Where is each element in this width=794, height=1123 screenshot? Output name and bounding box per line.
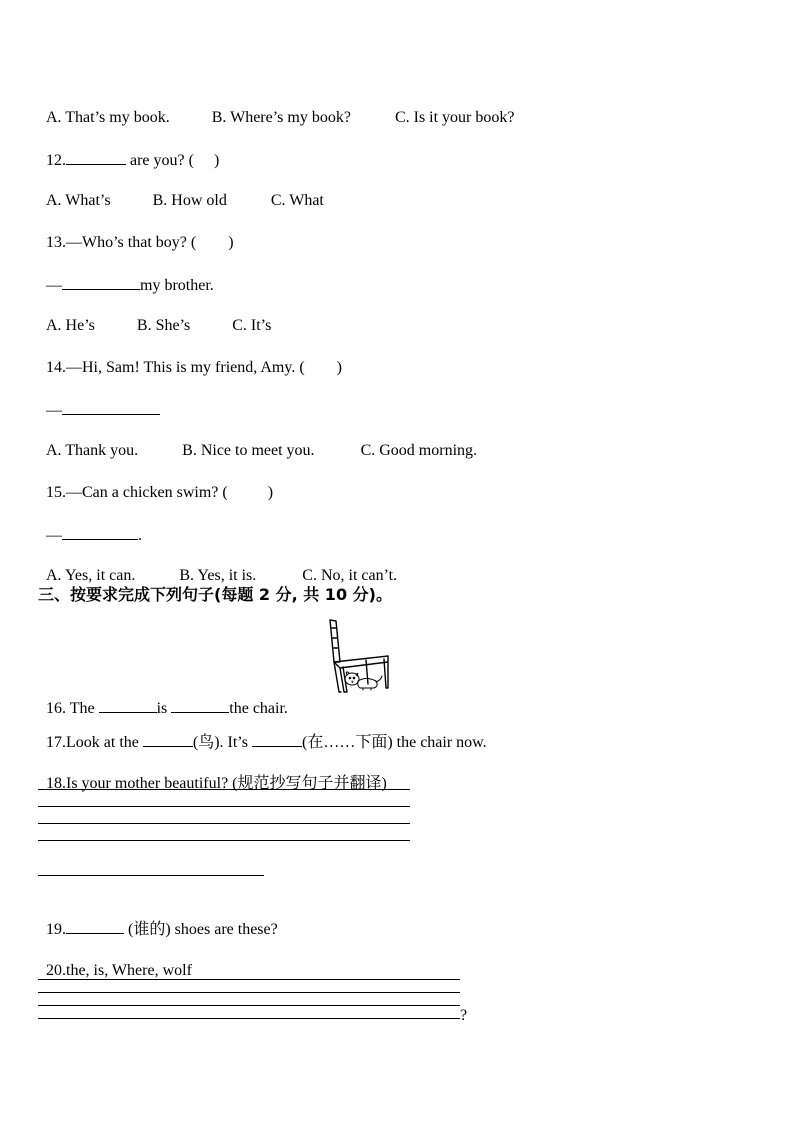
q12-number: 12. <box>46 152 66 169</box>
q12-option-b: B. How old <box>152 192 227 209</box>
q15-blank[interactable] <box>62 525 138 540</box>
q20-writing-line-4[interactable] <box>38 1018 460 1019</box>
q15-question <box>38 463 273 503</box>
q11-option-b: B. Where’s my book? <box>211 109 351 126</box>
q12-blank[interactable] <box>66 150 126 165</box>
q12-text: are you? ( ) <box>126 152 220 169</box>
q18-writing-line-3[interactable] <box>38 823 410 824</box>
q16-number: 16. <box>46 700 66 717</box>
q20-writing-line-3[interactable] <box>38 1005 460 1006</box>
q15-text: —Can a chicken swim? ( ) <box>66 484 274 501</box>
q13-answer-tail: my brother. <box>140 277 214 294</box>
q13-dash: — <box>46 277 62 294</box>
q12-option-c: C. What <box>270 192 324 209</box>
q13-option-b: B. She’s <box>136 317 191 334</box>
q18-translation-line[interactable] <box>38 875 264 876</box>
q11-option-c: C. Is it your book? <box>394 109 515 126</box>
q20-number: 20. <box>46 962 66 979</box>
q17-hint-1: (鸟). It’s <box>192 734 252 751</box>
q14-options <box>38 421 477 461</box>
q13-blank[interactable] <box>62 275 140 290</box>
q14-option-a: A. Thank you. <box>46 442 139 459</box>
q14-blank[interactable] <box>62 400 160 415</box>
q12-question <box>38 130 219 171</box>
q16-text-2: is <box>156 700 172 717</box>
q13-options <box>38 296 271 336</box>
q18-writing-line-1[interactable] <box>38 789 410 790</box>
q15-options <box>38 546 397 586</box>
q17-blank-1[interactable] <box>143 732 193 747</box>
q14-question <box>38 338 342 378</box>
section3-heading: 三、按要求完成下列句子(每题 2 分, 共 10 分)。 <box>38 585 392 604</box>
q17-text-1: Look at the <box>66 734 143 751</box>
q13-number: 13. <box>46 234 66 251</box>
q15-option-c: C. No, it can’t. <box>302 567 398 584</box>
q13-question <box>38 213 234 253</box>
q14-number: 14. <box>46 359 66 376</box>
q19-number: 19. <box>46 921 66 938</box>
q12-option-a: A. What’s <box>46 192 111 209</box>
q15-dash: — <box>46 527 62 544</box>
q16-text-1: The <box>66 700 99 717</box>
q15-option-a: A. Yes, it can. <box>46 567 136 584</box>
chair-with-dog-image <box>326 618 392 694</box>
q16-blank-2[interactable] <box>171 698 229 713</box>
q17-question <box>38 712 487 753</box>
q14-option-c: C. Good morning. <box>360 442 478 459</box>
q17-hint-2: (在……下面) the chair now. <box>301 734 487 751</box>
q20-writing-line-1[interactable] <box>38 979 460 980</box>
q19-question <box>38 899 278 940</box>
q20-writing-line-2[interactable] <box>38 992 460 993</box>
q18-question <box>38 754 387 794</box>
q18-writing-line-2[interactable] <box>38 806 410 807</box>
q15-answer-line <box>38 505 142 546</box>
q18-writing-line-4[interactable] <box>38 840 410 841</box>
q15-option-b: B. Yes, it is. <box>179 567 257 584</box>
q12-options <box>38 171 324 211</box>
q18-text: Is your mother beautiful? (规范抄写句子并翻译) <box>66 775 387 792</box>
q15-answer-tail: . <box>138 527 142 544</box>
q11-options <box>38 88 514 128</box>
q20-question <box>38 941 192 981</box>
q19-blank[interactable] <box>66 919 124 934</box>
q15-number: 15. <box>46 484 66 501</box>
q14-option-b: B. Nice to meet you. <box>182 442 315 459</box>
q20-text: the, is, Where, wolf <box>66 962 192 979</box>
q11-option-a: A. That’s my book. <box>46 109 170 126</box>
q16-text-3: the chair. <box>229 700 288 717</box>
q17-number: 17. <box>46 734 66 751</box>
q13-answer-line <box>38 255 214 296</box>
dog-icon <box>345 672 382 690</box>
q14-answer-line <box>38 380 160 421</box>
q13-option-c: C. It’s <box>232 317 272 334</box>
q18-number: 18. <box>46 775 66 792</box>
q19-text: (谁的) shoes are these? <box>124 921 278 938</box>
q14-dash: — <box>46 402 62 419</box>
q13-option-a: A. He’s <box>46 317 95 334</box>
q17-blank-2[interactable] <box>252 732 302 747</box>
q13-text: —Who’s that boy? ( ) <box>66 234 234 251</box>
q20-question-mark: ? <box>460 1007 468 1024</box>
q14-text: —Hi, Sam! This is my friend, Amy. ( ) <box>66 359 342 376</box>
q16-blank-1[interactable] <box>99 698 157 713</box>
